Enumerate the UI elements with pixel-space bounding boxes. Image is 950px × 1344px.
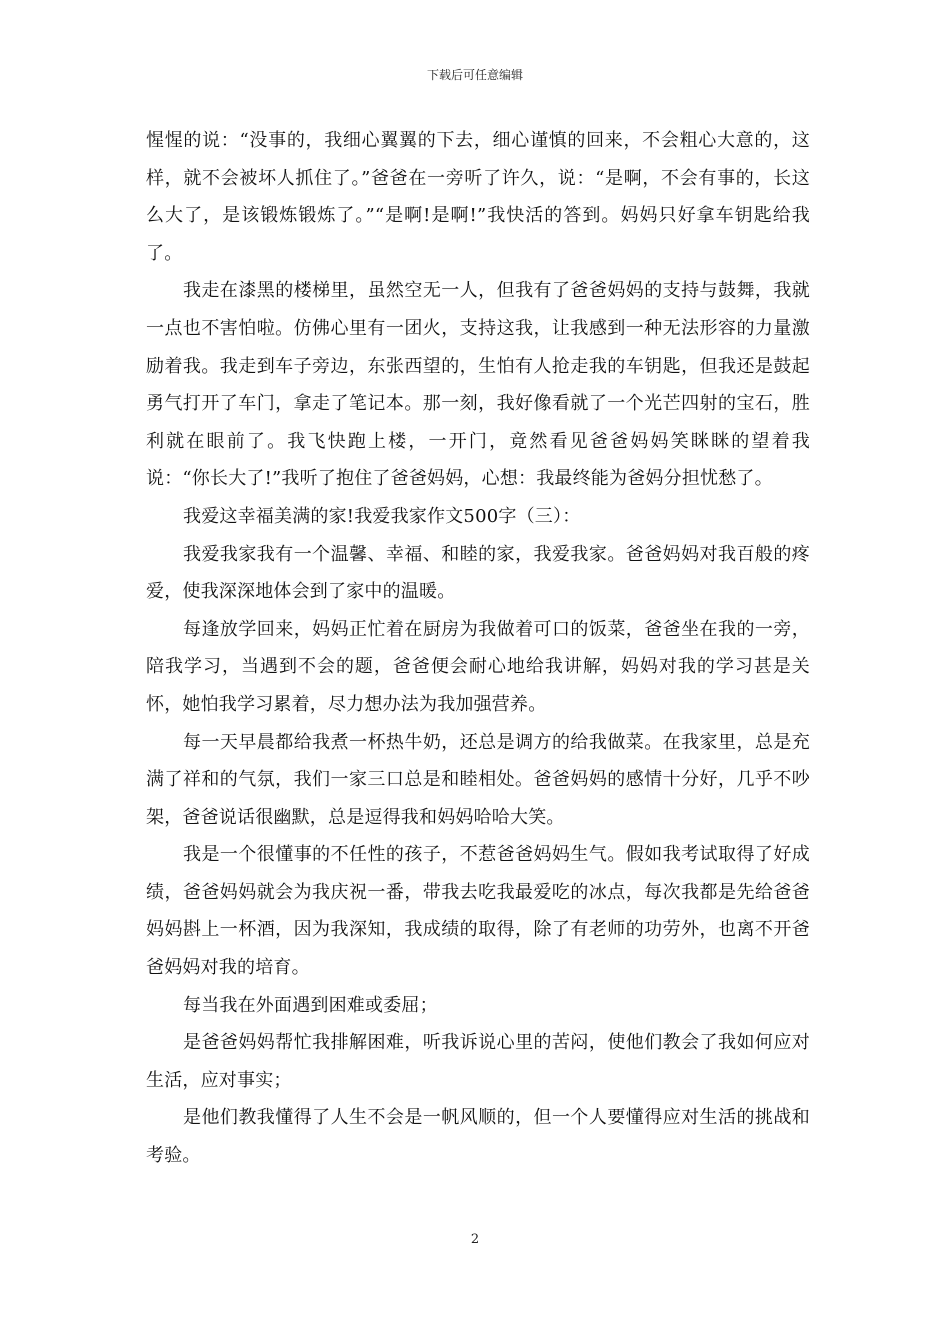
paragraph: 我走在漆黑的楼梯里，虽然空无一人，但我有了爸爸妈妈的支持与鼓舞，我就一点也不害怕啦。仿佛心里有一团火，支持这我，让我感到一种无法形容的力量激励着我。我走到车子旁边，东张西望的，生怕有人抢走我的车钥匙，但我还是鼓起勇气打开了车门，拿走了笔记本。那一刻，我好像看就了一个光芒四射的宝石，胜利就在眼前了。我飞快跑上楼，一开门，竟然看见爸爸妈妈笑眯眯的望着我说：“你长大了!”我听了抱住了爸爸妈妈，心想：我最终能为爸妈分担忧愁了。	[146, 280, 810, 490]
paragraph: 每逢放学回来，妈妈正忙着在厨房为我做着可口的饭菜，爸爸坐在我的一旁，陪我学习，当遇到不会的题，爸爸便会耐心地给我讲解，妈妈对我的学习甚是关怀，她怕我学习累着，尽力想办法为我加强营养。	[146, 618, 810, 715]
paragraph: 我是一个很懂事的不任性的孩子，不惹爸爸妈妈生气。假如我考试取得了好成绩，爸爸妈妈就会为我庆祝一番，带我去吃我最爱吃的冰点，每次我都是先给爸爸妈妈斟上一杯酒，因为我深知，我成绩的取得，除了有老师的功劳外，也离不开爸爸妈妈对我的培育。	[146, 844, 810, 979]
section-heading: 我爱这幸福美满的家!我爱我家作文500字（三）：	[183, 505, 581, 527]
page-header: 下载后可任意编辑	[426, 68, 523, 82]
paragraph: 是他们教我懂得了人生不会是一帆风顺的，但一个人要懂得应对生活的挑战和考验。	[146, 1107, 810, 1167]
paragraph: 是爸爸妈妈帮忙我排解困难，听我诉说心里的苦闷，使他们教会了我如何应对生活，应对事实；	[146, 1032, 810, 1091]
page-number: 2	[470, 1232, 480, 1247]
paragraph: 我爱我家我有一个温馨、幸福、和睦的家，我爱我家。爸爸妈妈对我百般的疼爱，使我深深地体会到了家中的温暖。	[146, 543, 810, 603]
paragraph-continuation: 惺惺的说：“没事的，我细心翼翼的下去，细心谨慎的回来，不会粗心大意的，这样，就不会被坏人抓住了。”爸爸在一旁听了许久，说：“是啊，不会有事的，长这么大了，是该锻炼锻炼了。”“是啊!是啊!”我快活的答到。妈妈只好拿车钥匙给我了。	[146, 130, 810, 264]
paragraph: 每一天早晨都给我煮一杯热牛奶，还总是调方的给我做菜。在我家里，总是充满了祥和的气氛，我们一家三口总是和睦相处。爸爸妈妈的感情十分好，几乎不吵架，爸爸说话很幽默，总是逗得我和妈妈哈哈大笑。	[146, 731, 810, 828]
paragraph: 每当我在外面遇到困难或委屈；	[183, 994, 438, 1016]
document-body	[146, 122, 810, 1175]
